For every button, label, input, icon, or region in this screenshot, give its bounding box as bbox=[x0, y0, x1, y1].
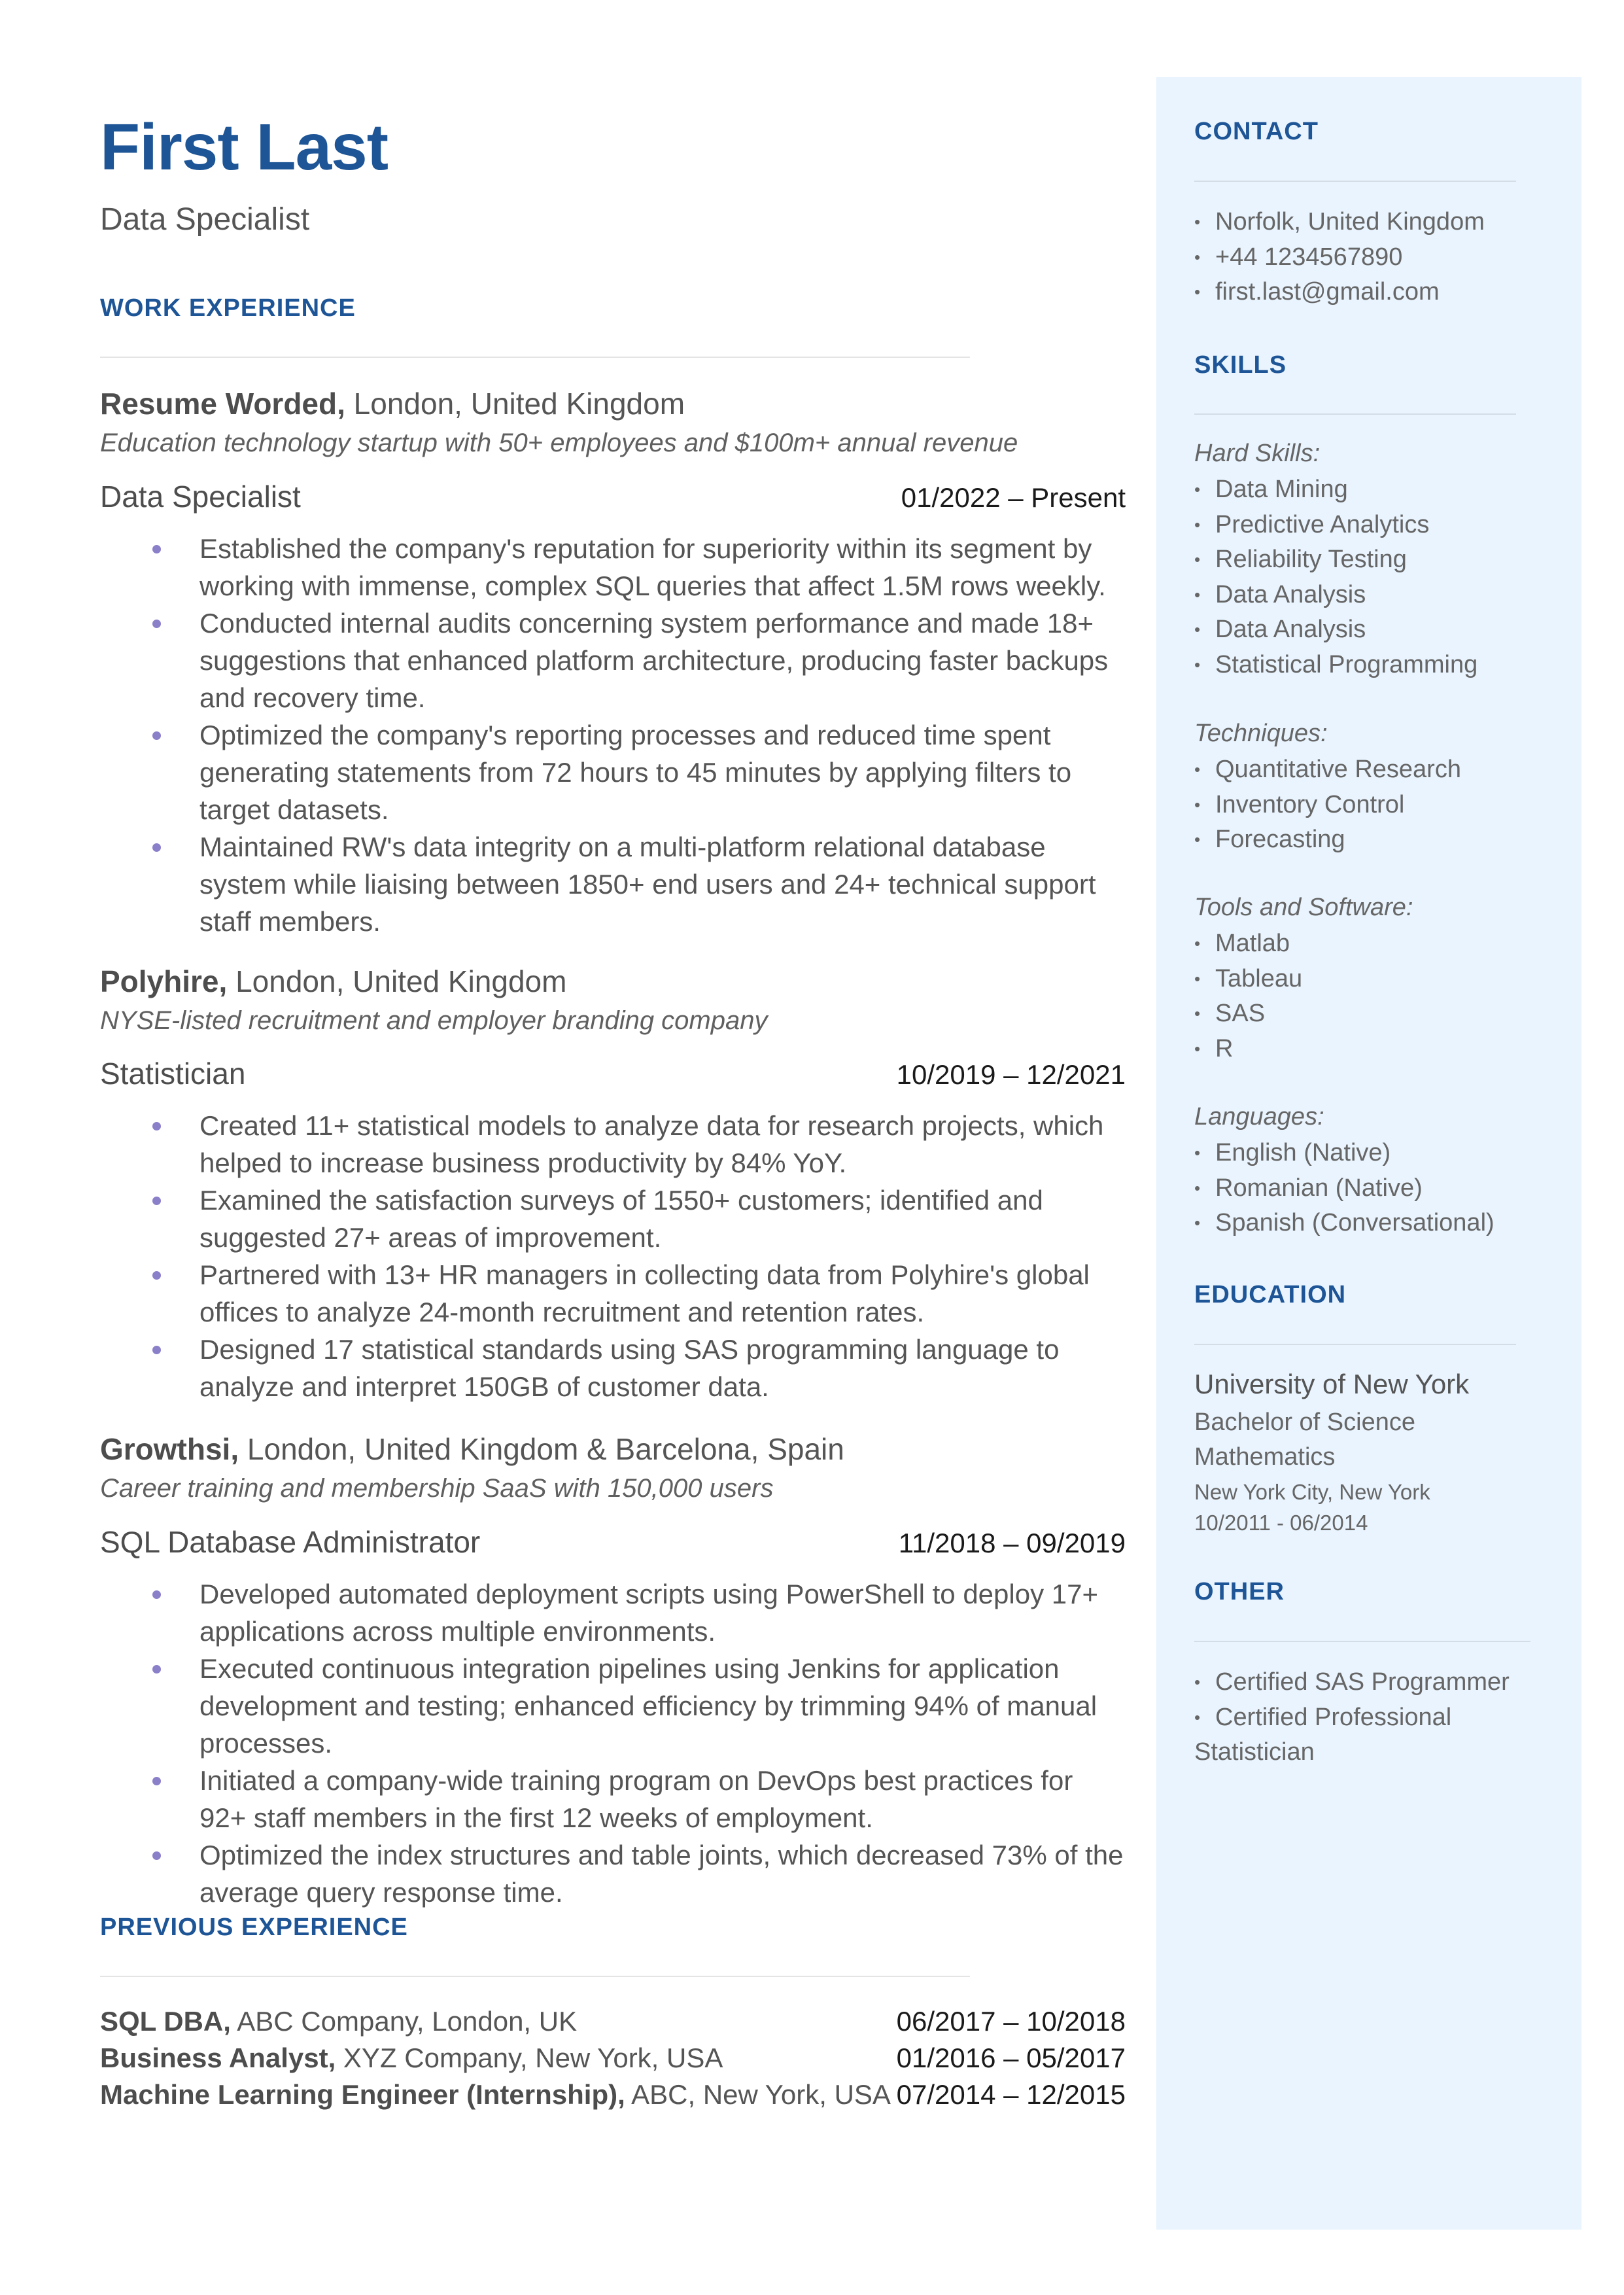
previous-role bbox=[100, 2079, 891, 2111]
job-dates: 01/2022 – Present bbox=[901, 482, 1126, 513]
skill-item: • Forecasting bbox=[1194, 822, 1461, 858]
previous-role-row bbox=[100, 2079, 1126, 2111]
job-bullet: Optimized the company's reporting processes and reduced time spent generating statements from 72 hours to 45 minutes by applying filters to target datasets. bbox=[100, 716, 1126, 828]
work-experience-divider bbox=[100, 357, 970, 358]
contact-heading: CONTACT bbox=[1194, 118, 1319, 145]
other-divider bbox=[1194, 1641, 1530, 1642]
skills-list bbox=[1194, 752, 1461, 858]
job-company bbox=[100, 386, 685, 421]
job-bullet: Designed 17 statistical standards using SAS programming language to analyze and interpret 150GB of customer data. bbox=[100, 1331, 1126, 1405]
skill-item: • Data Analysis bbox=[1194, 578, 1477, 613]
job-bullet: Executed continuous integration pipelines using Jenkins for application development and testing; enhanced efficiency by trimming 94% of manual processes. bbox=[100, 1650, 1126, 1762]
education-dates: 10/2011 - 06/2014 bbox=[1194, 1511, 1368, 1535]
skills-list bbox=[1194, 472, 1477, 682]
skill-item: • Inventory Control bbox=[1194, 788, 1461, 823]
candidate-name: First Last bbox=[100, 111, 389, 184]
previous-role-dates: 01/2016 – 05/2017 bbox=[896, 2042, 1126, 2073]
previous-role-dates: 06/2017 – 10/2018 bbox=[896, 2006, 1126, 2037]
job-bullet: Partnered with 13+ HR managers in collecting data from Polyhire's global offices to analyze 24-month recruitment and retention rates. bbox=[100, 1256, 1126, 1331]
job-role: Data Specialist bbox=[100, 480, 301, 514]
skill-item: • SAS bbox=[1194, 996, 1302, 1032]
skill-item: • Statistical Programming bbox=[1194, 648, 1477, 683]
skill-item: • Matlab bbox=[1194, 926, 1302, 962]
job-bullets bbox=[100, 530, 1126, 940]
previous-experience-divider bbox=[100, 1976, 970, 1977]
skills-list bbox=[1194, 926, 1302, 1066]
certification-item-continuation: Statistician bbox=[1194, 1738, 1315, 1766]
job-bullet: Created 11+ statistical models to analyze data for research projects, which helped to increase business productivity by 84% YoY. bbox=[100, 1107, 1126, 1182]
skill-item: • R bbox=[1194, 1032, 1302, 1067]
job-role-row bbox=[100, 1056, 1126, 1091]
job-bullet: Developed automated deployment scripts using PowerShell to deploy 17+ applications across multiple environments. bbox=[100, 1575, 1126, 1650]
contact-divider bbox=[1194, 181, 1516, 182]
job-dates: 10/2019 – 12/2021 bbox=[896, 1059, 1126, 1090]
candidate-title: Data Specialist bbox=[100, 202, 310, 237]
job-role: SQL Database Administrator bbox=[100, 1525, 481, 1559]
education-degree: Bachelor of Science bbox=[1194, 1409, 1415, 1436]
job-role-row bbox=[100, 1524, 1126, 1560]
skill-item: • Data Analysis bbox=[1194, 612, 1477, 648]
job-company-description: NYSE-listed recruitment and employer branding company bbox=[100, 1006, 768, 1035]
skill-item: • Spanish (Conversational) bbox=[1194, 1206, 1494, 1241]
skills-category-label: Languages: bbox=[1194, 1103, 1324, 1130]
skill-item: • Tableau bbox=[1194, 962, 1302, 997]
skills-heading: SKILLS bbox=[1194, 351, 1287, 379]
education-heading: EDUCATION bbox=[1194, 1281, 1347, 1308]
job-bullet: Conducted internal audits concerning system performance and made 18+ suggestions that enhanced platform architecture, producing faster backups and recovery time. bbox=[100, 604, 1126, 716]
previous-role-company: ABC, New York, USA bbox=[625, 2079, 891, 2110]
skills-category-label: Tools and Software: bbox=[1194, 894, 1413, 921]
other-list bbox=[1194, 1665, 1510, 1735]
job-location: London, United Kingdom bbox=[227, 964, 567, 998]
previous-role-dates: 07/2014 – 12/2015 bbox=[896, 2079, 1126, 2110]
job-bullet: Maintained RW's data integrity on a multi-platform relational database system while liaising between 1850+ end users and 24+ technical support staff members. bbox=[100, 828, 1126, 940]
education-major: Mathematics bbox=[1194, 1443, 1336, 1471]
job-company-name: Polyhire, bbox=[100, 964, 228, 998]
previous-role-company: ABC Company, London, UK bbox=[230, 2006, 578, 2037]
previous-role-row bbox=[100, 2042, 1126, 2074]
skills-category-label: Hard Skills: bbox=[1194, 440, 1321, 467]
job-bullet: Optimized the index structures and table joints, which decreased 73% of the average query response time. bbox=[100, 1836, 1126, 1911]
job-location: London, United Kingdom bbox=[345, 387, 685, 421]
job-bullet: Examined the satisfaction surveys of 1550+ customers; identified and suggested 27+ areas of improvement. bbox=[100, 1182, 1126, 1256]
job-company bbox=[100, 1431, 844, 1467]
certification-item: • Certified Professional bbox=[1194, 1700, 1510, 1736]
job-role-row bbox=[100, 479, 1126, 514]
job-company-description: Career training and membership SaaS with 150,000 users bbox=[100, 1474, 774, 1503]
job-company-description: Education technology startup with 50+ employees and $100m+ annual revenue bbox=[100, 429, 1018, 457]
previous-role-company: XYZ Company, New York, USA bbox=[336, 2042, 723, 2073]
job-bullets bbox=[100, 1575, 1126, 1911]
previous-role-title: SQL DBA, bbox=[100, 2006, 231, 2037]
education-school: University of New York bbox=[1194, 1369, 1470, 1399]
job-bullet: Established the company's reputation for superiority within its segment by working with immense, complex SQL queries that affect 1.5M rows weekly. bbox=[100, 530, 1126, 604]
previous-experience-heading: PREVIOUS EXPERIENCE bbox=[100, 1914, 408, 1941]
job-company-name: Growthsi, bbox=[100, 1432, 239, 1466]
previous-role-title: Machine Learning Engineer (Internship), bbox=[100, 2079, 625, 2110]
skill-item: • Predictive Analytics bbox=[1194, 508, 1477, 543]
contact-email[interactable]: • first.last@gmail.com bbox=[1194, 275, 1485, 310]
contact-phone: • +44 1234567890 bbox=[1194, 240, 1485, 275]
job-role: Statistician bbox=[100, 1057, 246, 1091]
previous-role bbox=[100, 2006, 577, 2037]
job-dates: 11/2018 – 09/2019 bbox=[898, 1528, 1126, 1558]
contact-location: • Norfolk, United Kingdom bbox=[1194, 205, 1485, 240]
education-divider bbox=[1194, 1344, 1516, 1345]
skill-item: • Romanian (Native) bbox=[1194, 1171, 1494, 1206]
other-heading: OTHER bbox=[1194, 1578, 1285, 1605]
skill-item: • English (Native) bbox=[1194, 1136, 1494, 1171]
previous-role bbox=[100, 2042, 723, 2074]
education-location: New York City, New York bbox=[1194, 1480, 1430, 1504]
skills-category-label: Techniques: bbox=[1194, 720, 1328, 747]
previous-role-row bbox=[100, 2006, 1126, 2037]
job-bullets bbox=[100, 1107, 1126, 1405]
job-company bbox=[100, 964, 566, 999]
job-company-name: Resume Worded, bbox=[100, 387, 345, 421]
skill-item: • Quantitative Research bbox=[1194, 752, 1461, 788]
work-experience-heading: WORK EXPERIENCE bbox=[100, 294, 356, 322]
skill-item: • Data Mining bbox=[1194, 472, 1477, 508]
skills-divider bbox=[1194, 413, 1516, 415]
job-location: London, United Kingdom & Barcelona, Spain bbox=[239, 1432, 844, 1466]
skill-item: • Reliability Testing bbox=[1194, 542, 1477, 578]
contact-list bbox=[1194, 205, 1485, 310]
certification-item: • Certified SAS Programmer bbox=[1194, 1665, 1510, 1700]
previous-role-title: Business Analyst, bbox=[100, 2042, 336, 2073]
job-bullet: Initiated a company-wide training program on DevOps best practices for 92+ staff members in the first 12 weeks of employment. bbox=[100, 1762, 1126, 1836]
skills-list bbox=[1194, 1136, 1494, 1241]
